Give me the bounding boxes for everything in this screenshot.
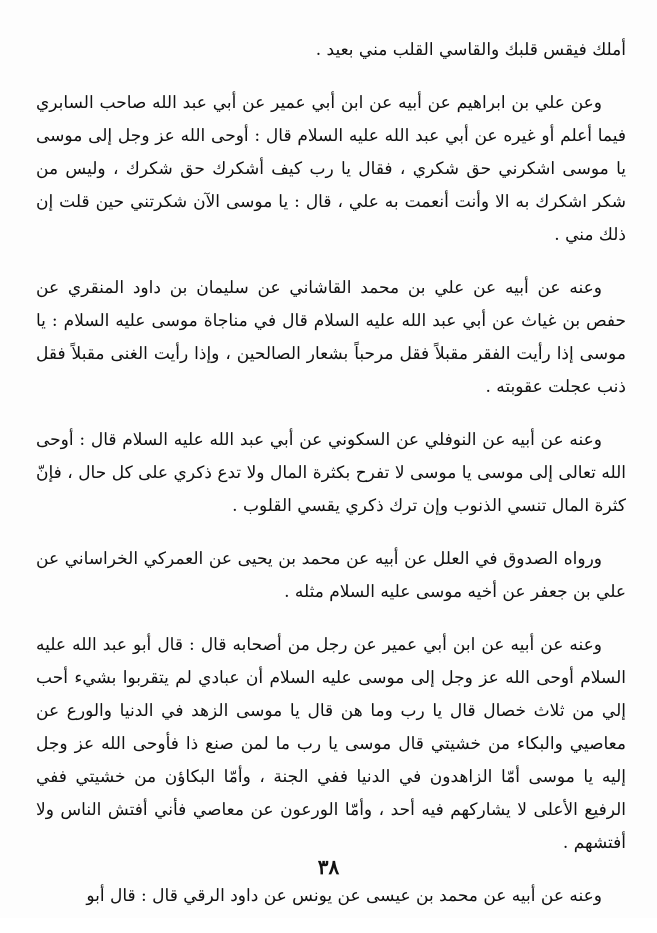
paragraph-6: وعنه عن أبيه عن ابن أبي عمير عن رجل من أصحابه قال : قال أبو عبد الله عليه السلام أوحى الله عز وجل إلى موسى عليه السلام أن عبادي لم يتقربوا بشيء أحب إلي من ثلاث خصال قال يا رب وما هن قال يا موسى الزهد في الدنيا والورع عن معاصيي والبكاء من خشيتي قال موسى يا رب ما لمن صنع ذا فأوحى الله عز وجل إليه يا موسى أمّا الزاهدون في الدنيا ففي الجنة ، وأمّا البكاؤن من خشيتي ففي الرفيع الأعلى لا يشاركهم فيه أحد ، وأمّا الورعون عن معاصي فأني أفتش الناس ولا أفتشهم . [36, 635, 626, 853]
paragraph-1: أملك فيقس قلبك والقاسي القلب مني بعيد . [315, 40, 626, 60]
paragraph-7: وعنه عن أبيه عن محمد بن عيسى عن يونس عن داود الرقي قال : قال أبو [86, 886, 602, 906]
paragraph-3: وعنه عن أبيه عن علي بن محمد القاشاني عن سليمان بن داود المنقري عن حفص بن غياث عن أبي عبد الله عليه السلام قال في مناجاة موسى عليه السلام : يا موسى إذا رأيت الفقر مقبلاً فقل مرحباً بشعار الصالحين ، وإذا رأيت الغنى مقبلاً فقل ذنب عجلت عقوبته . [36, 278, 626, 397]
paragraph-2: وعن علي بن ابراهيم عن أبيه عن ابن أبي عمير عن أبي عبد الله صاحب السابري فيما أعلم أو غيره عن أبي عبد الله عليه السلام قال : أوحى الله عز وجل إلى موسى يا موسى اشكرني حق شكري ، فقال يا رب كيف أشكرك حق شكرك ، وليس من شكر اشكرك به الا وأنت أنعمت به علي ، قال : يا موسى الآن شكرتني حين قلت إن ذلك مني . [36, 93, 626, 245]
text-body [36, 34, 626, 933]
page-number: ٣٨ [317, 855, 340, 879]
paragraph-5: ورواه الصدوق في العلل عن أبيه عن محمد بن يحيى عن العمركي الخراساني عن علي بن جعفر عن أخيه موسى عليه السلام مثله . [36, 549, 626, 602]
paragraph-4: وعنه عن أبيه عن النوفلي عن السكوني عن أبي عبد الله عليه السلام قال : أوحى الله تعالى إلى موسى يا موسى لا تفرح بكثرة المال ولا تدع ذكري على كل حال ، فإنّ كثرة المال تنسي الذنوب وإن ترك ذكري يقسي القلوب . [36, 430, 626, 516]
